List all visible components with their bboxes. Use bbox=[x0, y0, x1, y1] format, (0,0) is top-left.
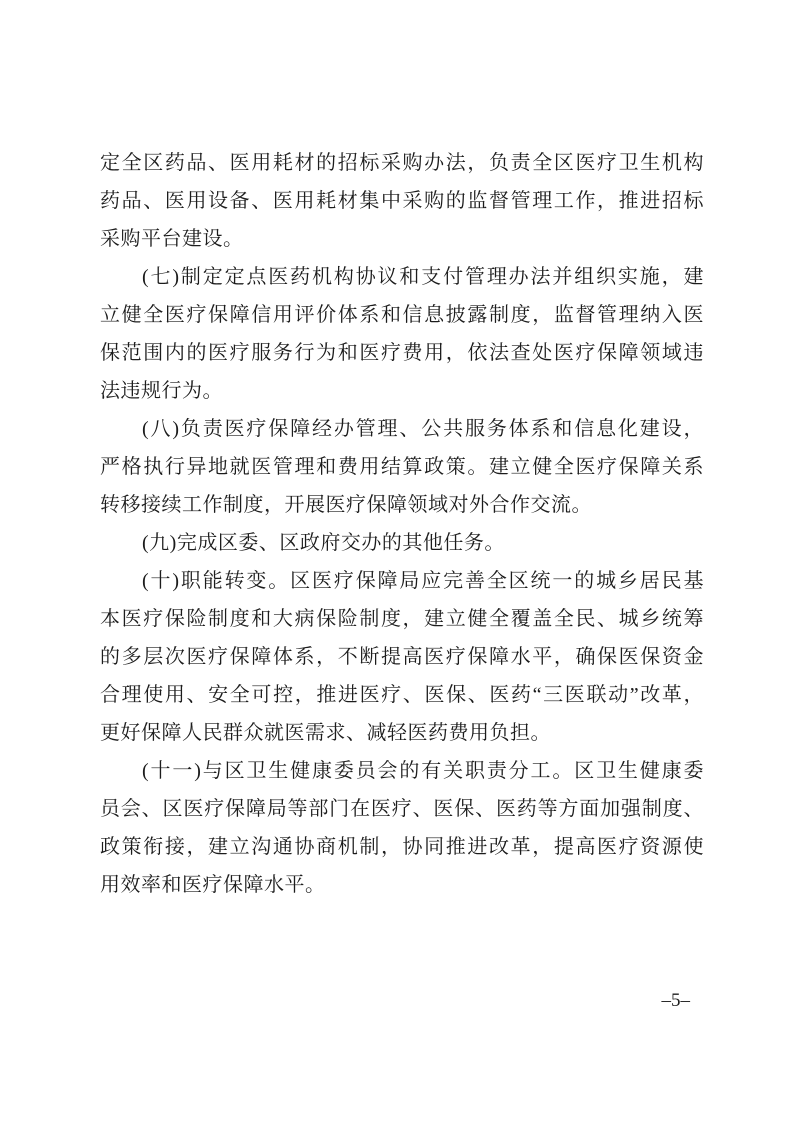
text-line: 合理使用、安全可控，推进医疗、医保、医药“三医联动”改革， bbox=[100, 684, 704, 706]
text-line: 本医疗保险制度和大病保险制度，建立健全覆盖全民、城乡统筹 bbox=[100, 608, 704, 630]
text-line: (十一)与区卫生健康委员会的有关职责分工。区卫生健康委 bbox=[142, 760, 704, 782]
text-line: 采购平台建设。 bbox=[100, 228, 244, 250]
text-line: 定全区药品、医用耗材的招标采购办法，负责全区医疗卫生机构 bbox=[100, 152, 704, 174]
text-line: (七)制定定点医药机构协议和支付管理办法并组织实施，建 bbox=[142, 266, 704, 288]
text-line: (十)职能转变。区医疗保障局应完善全区统一的城乡居民基 bbox=[142, 570, 704, 592]
text-line: 立健全医疗保障信用评价体系和信息披露制度，监督管理纳入医 bbox=[100, 304, 704, 326]
text-line: 转移接续工作制度，开展医疗保障领域对外合作交流。 bbox=[100, 494, 592, 516]
text-line: 用效率和医疗保障水平。 bbox=[100, 874, 326, 896]
page-number: –5– bbox=[661, 990, 690, 1011]
text-line: (八)负责医疗保障经办管理、公共服务体系和信息化建设， bbox=[142, 418, 704, 440]
text-line: 政策衔接，建立沟通协商机制，协同推进改革，提高医疗资源使 bbox=[100, 836, 704, 858]
text-line: (九)完成区委、区政府交办的其他任务。 bbox=[142, 532, 505, 554]
document-body bbox=[100, 144, 704, 904]
text-line: 保范围内的医疗服务行为和医疗费用，依法查处医疗保障领域违 bbox=[100, 342, 704, 364]
text-line: 严格执行异地就医管理和费用结算政策。建立健全医疗保障关系 bbox=[100, 456, 704, 478]
text-line: 员会、区医疗保障局等部门在医疗、医保、医药等方面加强制度、 bbox=[100, 798, 704, 820]
text-line: 法违规行为。 bbox=[100, 380, 223, 402]
text-line: 药品、医用设备、医用耗材集中采购的监督管理工作，推进招标 bbox=[100, 190, 704, 212]
text-line: 更好保障人民群众就医需求、减轻医药费用负担。 bbox=[100, 722, 551, 744]
text-line: 的多层次医疗保障体系，不断提高医疗保障水平，确保医保资金 bbox=[100, 646, 704, 668]
